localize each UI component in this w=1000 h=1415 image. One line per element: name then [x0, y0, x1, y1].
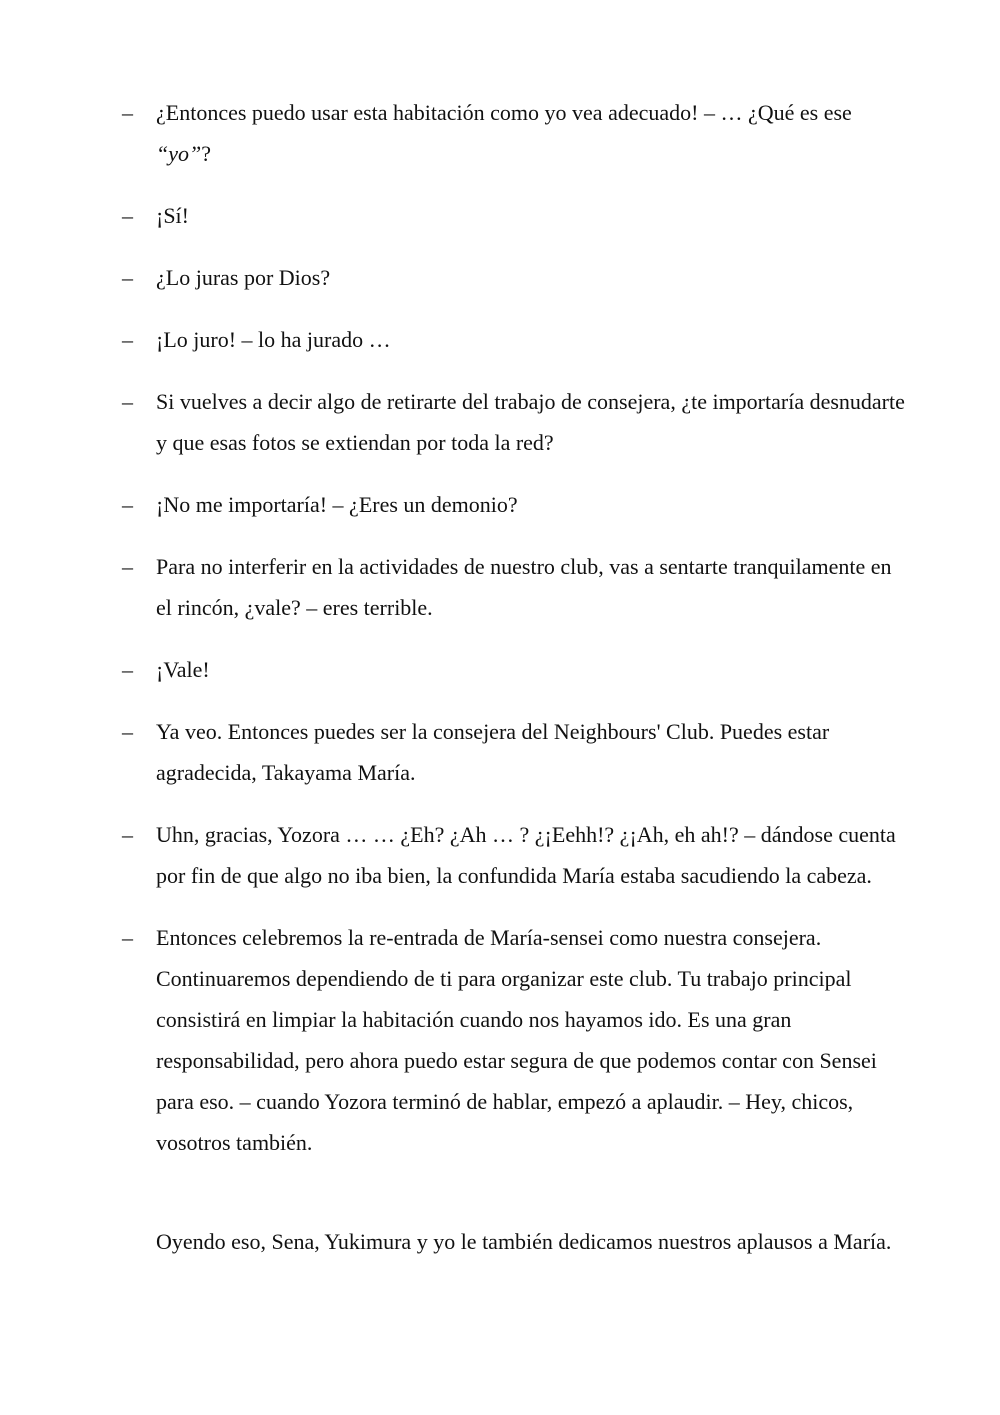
dialogue-text-tail: ?	[201, 141, 212, 166]
closing-paragraph: Oyendo eso, Sena, Yukimura y yo le también dedicamos nuestros aplausos a María.	[156, 1229, 892, 1254]
dialogue-dash: –	[122, 389, 133, 414]
dialogue-line	[122, 381, 912, 463]
dialogue-dash: –	[122, 492, 133, 517]
dialogue-dash: –	[122, 265, 133, 290]
dialogue-dash: –	[122, 203, 133, 228]
dialogue-dash: –	[122, 327, 133, 352]
dialogue-dash: –	[122, 657, 133, 682]
dialogue-text: ¿Lo juras por Dios?	[156, 265, 331, 290]
dialogue-dash: –	[122, 719, 133, 744]
dialogue-text: Uhn, gracias, Yozora … … ¿Eh? ¿Ah … ? ¿¡Eehh!? ¿¡Ah, eh ah!? – dándose cuenta por fin de que algo no iba bien, la confundida María estaba sacudiendo la cabeza.	[156, 822, 896, 888]
dialogue-line	[122, 195, 912, 236]
dialogue-dash: –	[122, 925, 133, 950]
dialogue-dash: –	[122, 822, 133, 847]
dialogue-dash: –	[122, 554, 133, 579]
dialogue-line	[122, 649, 912, 690]
dialogue-line	[122, 917, 912, 1163]
dialogue-text: ¡Vale!	[156, 657, 210, 682]
dialogue-text	[156, 92, 912, 174]
dialogue-emphasis: “yo”	[156, 141, 202, 166]
dialogue-line	[122, 319, 912, 360]
dialogue-line	[122, 546, 912, 628]
dialogue-text: Para no interferir en la actividades de nuestro club, vas a sentarte tranquilamente en el rincón, ¿vale? – eres terrible.	[156, 554, 892, 620]
dialogue-line	[122, 257, 912, 298]
dialogue-dash: –	[122, 100, 133, 125]
dialogue-list	[122, 92, 912, 1184]
dialogue-text: ¡No me importaría! – ¿Eres un demonio?	[156, 492, 518, 517]
dialogue-text: Entonces celebremos la re-entrada de María-sensei como nuestra consejera. Continuaremos dependiendo de ti para organizar este club. Tu trabajo principal consistirá en limpiar la habitación cuando nos hayamos ido. Es una gran responsabilidad, pero ahora puedo estar segura de que podemos contar con Sensei para eso. – cuando Yozora terminó de hablar, empezó a aplaudir. – Hey, chicos, vosotros también.	[156, 925, 877, 1155]
dialogue-line	[122, 92, 912, 174]
dialogue-text: ¡Lo juro! – lo ha jurado …	[156, 327, 391, 352]
dialogue-line	[122, 711, 912, 793]
dialogue-text-main: ¿Entonces puedo usar esta habitación como yo vea adecuado! – … ¿Qué es ese	[156, 100, 852, 125]
dialogue-line	[122, 484, 912, 525]
dialogue-text: Si vuelves a decir algo de retirarte del trabajo de consejera, ¿te importaría desnudarte y que esas fotos se extiendan por toda la red?	[156, 389, 905, 455]
dialogue-text: ¡Sí!	[156, 203, 189, 228]
dialogue-text: Ya veo. Entonces puedes ser la consejera del Neighbours' Club. Puedes estar agradecida, Takayama María.	[156, 719, 830, 785]
dialogue-line	[122, 814, 912, 896]
